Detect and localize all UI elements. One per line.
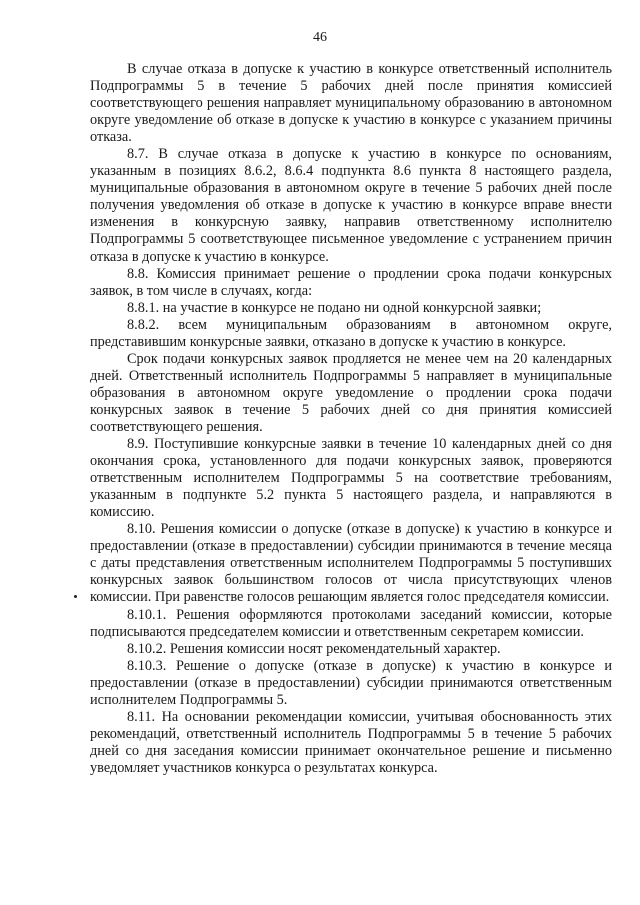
paragraph-8-8-1: 8.8.1. на участие в конкурсе не подано ни одной конкурсной заявки; [127,299,542,316]
paragraph-8-7: 8.7. В случае отказа в допуске к участию в конкурсе по основаниям, указанным в позициях 8.6.2, 8.6.4 подпункта 8.6 пункта 8 настоящего раздела, муниципальные образования в автономном округе в течение 5 рабочих дней после получения уведомления об отказе в допуске к участию в конкурсе вправе внести изменения в конкурсную заявку, направив ответственному исполнителю Подпрограммы 5 соответствующее письменное уведомление с устранением причин отказа в допуске к участию в конкурсе. [90,146,612,265]
paragraph-8-10: 8.10. Решения комиссии о допуске (отказе в допуске) к участию в конкурсе и предоставлении (отказе в предоставлении) субсидии принимаются в течение месяца с даты представления ответственным исполнителем Подпрограммы 5 поступивших конкурсных заявок большинством голосов от числа присутствующих членов комиссии. При равенстве голосов решающим является голос председателя комиссии. [90,521,612,606]
paragraph-8-10-3: 8.10.3. Решение о допуске (отказе в допуске) к участию в конкурсе и предоставлении (отказе в предоставлении) субсидии принимаются ответственным исполнителем Подпрограммы 5. [90,657,612,708]
paragraph-8-9: 8.9. Поступившие конкурсные заявки в течение 10 календарных дней со дня окончания срока, установленного для подачи конкурсных заявок, проверяются ответственным исполнителем Подпрограммы 5 на соответствие требованиям, указанным в подпункте 5.2 пункта 5 настоящего раздела, и направляются в комиссию. [90,436,612,521]
document-body [90,61,612,777]
paragraph-refusal-notice: В случае отказа в допуске к участию в конкурсе ответственный исполнитель Подпрограммы 5 в течение 5 рабочих дней после принятия комиссией соответствующего решения направляет муниципальному образованию в автономном округе уведомление об отказе в допуске к участию в конкурсе с указанием причины отказа. [90,61,612,146]
paragraph-8-10-1: 8.10.1. Решения оформляются протоколами заседаний комиссии, которые подписываются председателем комиссии и ответственным секретарем комиссии. [90,606,612,640]
paragraph-8-11: 8.11. На основании рекомендации комиссии, учитывая обоснованность этих рекомендаций, ответственный исполнитель Подпрограммы 5 в течение 5 рабочих дней со дня заседания комиссии принимает окончательное решение и письменно уведомляет участников конкурса о результатах конкурса. [90,708,612,776]
paragraph-8-10-2: 8.10.2. Решения комиссии носят рекомендательный характер. [127,640,501,657]
paragraph-extension-term: Срок подачи конкурсных заявок продляется не менее чем на 20 календарных дней. Ответственный исполнитель Подпрограммы 5 направляет в муниципальные образования в автономном округе уведомление о продлении срока подачи конкурсных заявок в течение 5 рабочих дней со дня принятия комиссией соответствующего решения. [90,350,612,435]
page-number: 46 [313,30,327,45]
paragraph-8-8: 8.8. Комиссия принимает решение о продлении срока подачи конкурсных заявок, в том числе в случаях, когда: [90,265,612,299]
paragraph-8-8-2: 8.8.2. всем муниципальным образованиям в автономном округе, представившим конкурсные заявки, отказано в допуске к участию в конкурсе. [90,316,612,350]
scan-speck [74,595,77,598]
